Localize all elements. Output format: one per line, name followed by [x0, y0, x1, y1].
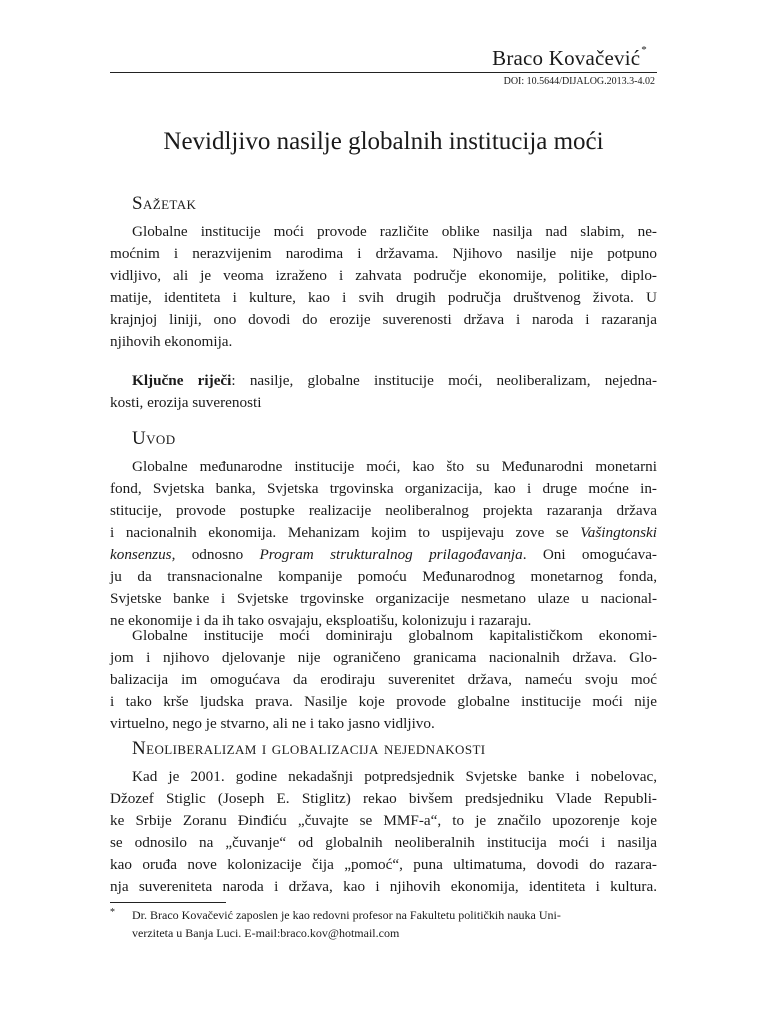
intro-italic-term: Program strukturalnog prilagođavanja [259, 546, 523, 563]
intro-line: i tako krše ljudska prava. Nasilje koje provode globalne institucije moći nije [110, 693, 657, 710]
document-page [110, 0, 657, 1024]
neoliberalism-line: nja suvereniteta naroda i država, kao i njihovih ekonomija, identiteta i kultura. [110, 878, 657, 895]
intro-paragraph-2 [110, 625, 657, 735]
neoliberalism-line: se odnosilo na „čuvanje“ od globalnih neoliberalnih institucija moći i nasilja [110, 834, 657, 851]
intro-line: virtuelno, nego je stvarno, ali ne i tako jasno vidljivo. [110, 715, 435, 732]
neoliberalism-line: ke Srbije Zoranu Đinđiću „čuvajte se MMF-a“, to je značilo upozorenje koje [110, 812, 657, 829]
intro-text: . Oni omogućava- [522, 546, 657, 563]
neoliberalism-line: kao oruđa nove kolonizacije čija „pomoć“, puna ultimatuma, dovodi do razara- [110, 856, 657, 873]
intro-line: Globalne međunarodne institucije moći, kao što su Međunarodni monetarni [132, 458, 657, 475]
abstract-heading: Sažetak [132, 193, 197, 214]
neoliberalism-line: Džozef Stiglic (Joseph E. Stiglitz) rekao bivšem predsjedniku Vlade Republi- [110, 790, 657, 807]
author-text: Braco Kovačević [492, 46, 641, 70]
footnote-line: Dr. Braco Kovačević zaposlen je kao redovni profesor na Fakultetu političkih nauka Uni- [132, 908, 561, 922]
keywords-text: : nasilje, globalne institucije moći, neoliberalizam, nejedna- [231, 372, 657, 389]
footnote-line: verziteta u Banja Luci. E-mail:braco.kov@hotmail.com [132, 926, 400, 940]
author-name [492, 46, 647, 71]
neoliberalism-line: Kad je 2001. godine nekadašnji potpredsjednik Svjetske banke i nobelovac, [132, 768, 657, 785]
intro-line: Globalne institucije moći dominiraju globalnom kapitalističkom ekonomi- [132, 627, 657, 644]
neoliberalism-paragraph [110, 766, 657, 898]
intro-text: odnosno [175, 546, 260, 563]
footnote-rule [110, 902, 226, 903]
intro-line [110, 522, 657, 544]
abstract-line: vidljivo, ali je veoma izraženo i zahvata područje ekonomije, politike, diplo- [110, 267, 657, 284]
intro-paragraph-1 [110, 456, 657, 632]
intro-italic-term: konsenzus, [110, 546, 176, 563]
abstract-line: Globalne institucije moći provode različite oblike nasilja nad slabim, ne- [132, 223, 657, 240]
author-footnote-mark: * [641, 44, 647, 56]
intro-line: ju da transnacionalne kompanije pomoću Međunarodnog monetarnog fonda, [110, 568, 657, 585]
header-rule [110, 72, 657, 73]
abstract-line: matije, identiteta i kulture, kao i svih drugih područja društvenog života. U [110, 289, 657, 306]
abstract-paragraph [110, 221, 657, 353]
neoliberalism-heading: Neoliberalizam i globalizacija nejednakosti [132, 738, 486, 759]
intro-line: balizacija im omogućava da erodiraju suverenitet država, nameću svoju moć [110, 671, 657, 688]
keywords-line: kosti, erozija suverenosti [110, 394, 262, 411]
intro-heading: Uvod [132, 428, 176, 449]
footnote [110, 906, 657, 942]
keywords-line [110, 370, 657, 392]
keywords-label: Ključne riječi [132, 372, 232, 389]
intro-line: fond, Svjetska banka, Svjetska trgovinska organizacija, kao i druge moćne in- [110, 480, 657, 497]
doi-label: DOI: 10.5644/DIJALOG.2013.3-4.02 [503, 76, 655, 87]
intro-line: jom i njihovo djelovanje nije ograničeno granicama nacionalnih država. Glo- [110, 649, 657, 666]
intro-line: Svjetske banke i Svjetske trgovinske organizacije nesmetano ulaze u nacional- [110, 590, 657, 607]
keywords-paragraph [110, 370, 657, 414]
footnote-mark: * [110, 907, 115, 918]
article-title: Nevidljivo nasilje globalnih institucija moći [163, 128, 604, 155]
intro-text: i nacionalnih ekonomija. Mehanizam kojim to uspijevaju zove se [110, 524, 581, 541]
intro-line: stitucije, provode postupke realizacije neoliberalnog projekta razaranja država [110, 502, 657, 519]
intro-line [110, 544, 657, 566]
intro-italic-term: Vašingtonski [580, 524, 657, 541]
abstract-line: moćnim i nerazvijenim narodima i državama. Njihovo nasilje nije potpuno [110, 245, 657, 262]
abstract-line: krajnjoj liniji, ono dovodi do erozije suverenosti država i naroda i razaranja [110, 311, 657, 328]
intro-line: ne ekonomije i da ih tako osvajaju, eksploatišu, kolonizuju i razaraju. [110, 612, 532, 629]
abstract-line: njihovih ekonomija. [110, 333, 233, 350]
